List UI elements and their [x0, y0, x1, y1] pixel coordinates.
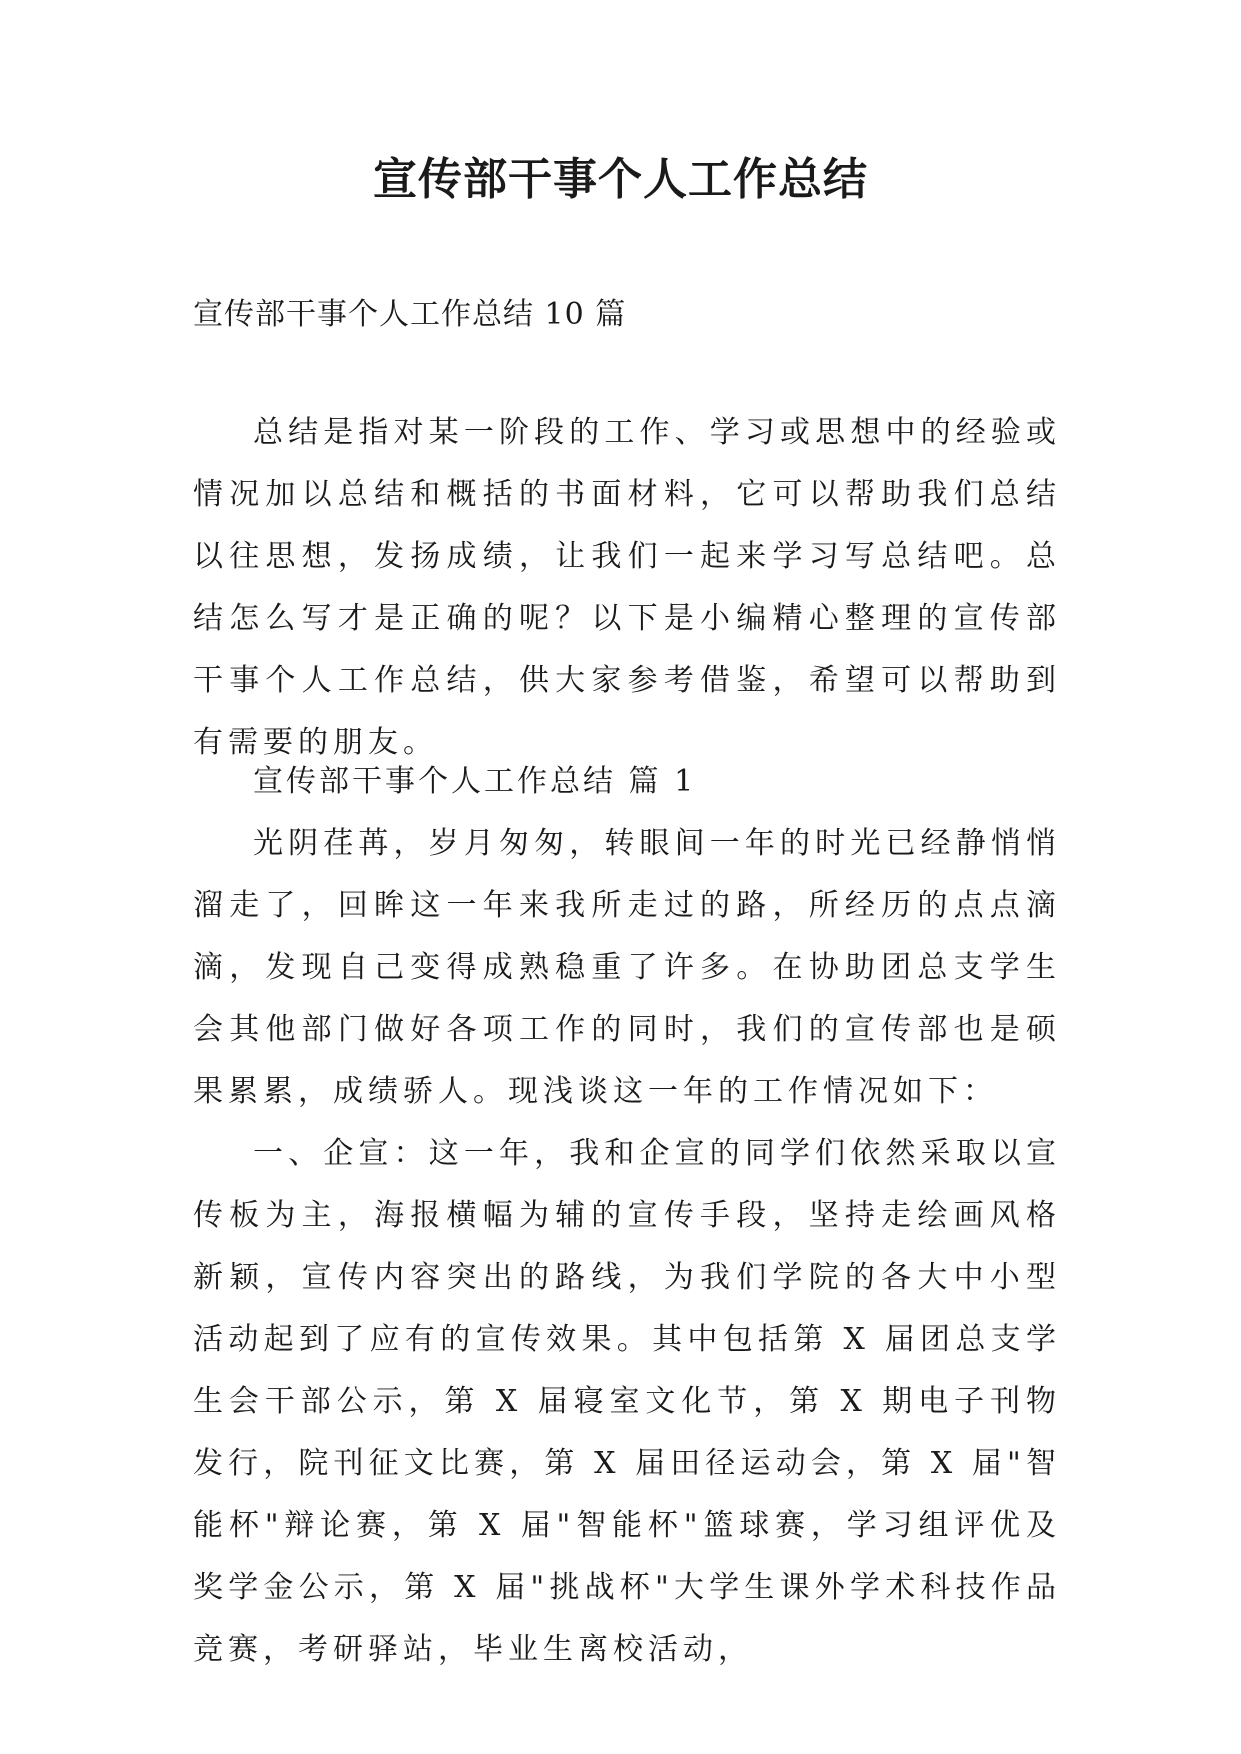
section-heading: 宣传部干事个人工作总结 篇 1 [253, 764, 697, 799]
body-paragraph: 光阴荏苒，岁月匆匆，转眼间一年的时光已经静悄悄溜走了，回眸这一年来我所走过的路，所经历的点点滴滴，发现自己变得成熟稳重了许多。在协助团总支学生会其他部门做好各项工作的同时，我们的宣传部也是硕果累累，成绩骄人。现浅谈这一年的工作情况如下： [193, 826, 1061, 1109]
intro-paragraph: 总结是指对某一阶段的工作、学习或思想中的经验或情况加以总结和概括的书面材料，它可以帮助我们总结以往思想，发扬成绩，让我们一起来学习写总结吧。总结怎么写才是正确的呢？以下是小编精心整理的宣传部干事个人工作总结，供大家参考借鉴，希望可以帮助到有需要的朋友。 [193, 415, 1061, 760]
intro-section [193, 402, 1061, 774]
document-title: 宣传部干事个人工作总结 [373, 154, 868, 205]
document-subtitle: 宣传部干事个人工作总结 10 篇 [193, 297, 627, 332]
body-paragraph: 一、企宣：这一年，我和企宣的同学们依然采取以宣传板为主，海报横幅为辅的宣传手段，坚持走绘画风格新颖，宣传内容突出的路线，为我们学院的各大中小型活动起到了应有的宣传效果。其中包括第 X 届团总支学生会干部公示，第 X 届寝室文化节，第 X 期电子刊物发行，院刊征文比赛，第 X 届田径运动会，第 X 届"智能杯"辩论赛，第 X 届"智能杯"篮球赛，学习组评优及奖学金公示，第 X 届"挑战杯"大学生课外学术科技作品竞赛，考研驿站，毕业生离校活动， [193, 1136, 1061, 1667]
article-section [193, 751, 1061, 1681]
